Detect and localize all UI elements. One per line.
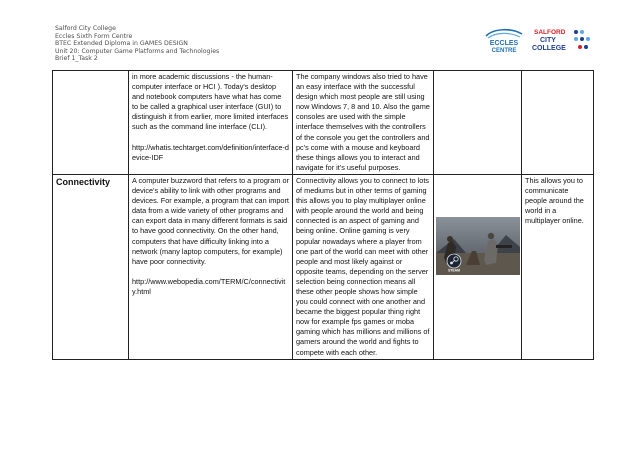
row1-definition-cell [129, 71, 293, 175]
salford-city-college-logo [530, 26, 592, 54]
row1-image-cell [434, 71, 522, 175]
header-centre: Eccles Sixth Form Centre [55, 32, 133, 40]
row2-label-connectivity: Connectivity [53, 174, 129, 359]
document-header [55, 25, 219, 63]
table-row [53, 174, 594, 359]
row2-definition-text: A computer buzzword that refers to a program or device's ability to link with other programs and devices. For example, a program that can import data from a wide variety of other programs and can export data in many different formats is said to have good connectivity. On the other hand, computers that have difficulty linking into a network (many laptop computers, for example) have poor connectivity. [132, 175, 289, 266]
row2-image-cell [434, 174, 522, 359]
eccles-logo-text-1: ECCLES [489, 40, 519, 47]
row1-explanation-cell: The company windows also tried to have an easy interface with the successful design which most people are still using now Windows 7, 8 and 10. Also the game consoles are used with the simple interface themselves with the controllers of the console you get the controllers and pc's come with a mouse and keyboard these things allows you to interact and navigate for it's useful purposes. [293, 71, 434, 175]
row1-label-cell [53, 71, 129, 175]
online-game-screenshot-image [436, 217, 520, 275]
steam-logo-text: STEAM [448, 268, 460, 273]
row1-definition-text: in more academic discussions - the human-computer interface or HCI ). Today's desktop and notebook computers have what has come to be called a graphical user interface (GUI) to distinguish it from earlier, more limited interfaces such as the command line interface (CLI). [132, 72, 289, 132]
row1-source-link[interactable]: http://whatis.techtarget.com/definition/interface-device-IDF [132, 142, 289, 162]
header-college: Salford City College [55, 25, 116, 32]
salford-logo-text-3: COLLEGE [532, 45, 566, 52]
eccles-logo-text-2: CENTRE [491, 48, 517, 54]
salford-logo-text-1: SALFORD [534, 29, 566, 36]
row2-notes-cell: This allows you to communicate people around the world in a multiplayer online. [522, 174, 594, 359]
salford-logo-text-2: CITY [540, 37, 556, 44]
eccles-centre-logo [482, 26, 526, 54]
header-brief: Brief 1_Task 2 [55, 55, 98, 63]
table-row [53, 71, 594, 175]
row2-explanation-cell: Connectivity allows you to connect to lots of mediums but in other terms of gaming this allows you to play multiplayer online with people around the world and being connected is an aspect of gaming and being online. Online gaming is very popular nowadays where a player from one part of the world can meet with other people and most likely against or opposite teams, depending on the server selection being connection means all these other people shows how simple you could connect with one another and became the biggest popular thing right now for example fps games or moba gaming which has millions and millions of gamers around the world and fights to compete with each other. [293, 174, 434, 359]
brief-table [52, 70, 594, 360]
header-unit: Unit 20: Computer Game Platforms and Technologies [55, 47, 220, 55]
row2-definition-cell [129, 174, 293, 359]
row1-notes-cell [522, 71, 594, 175]
row2-source-link[interactable]: http://www.webopedia.com/TERM/C/connectivity.html [132, 276, 286, 296]
header-course: BTEC Extended Diploma in GAMES DESIGN [55, 40, 188, 48]
